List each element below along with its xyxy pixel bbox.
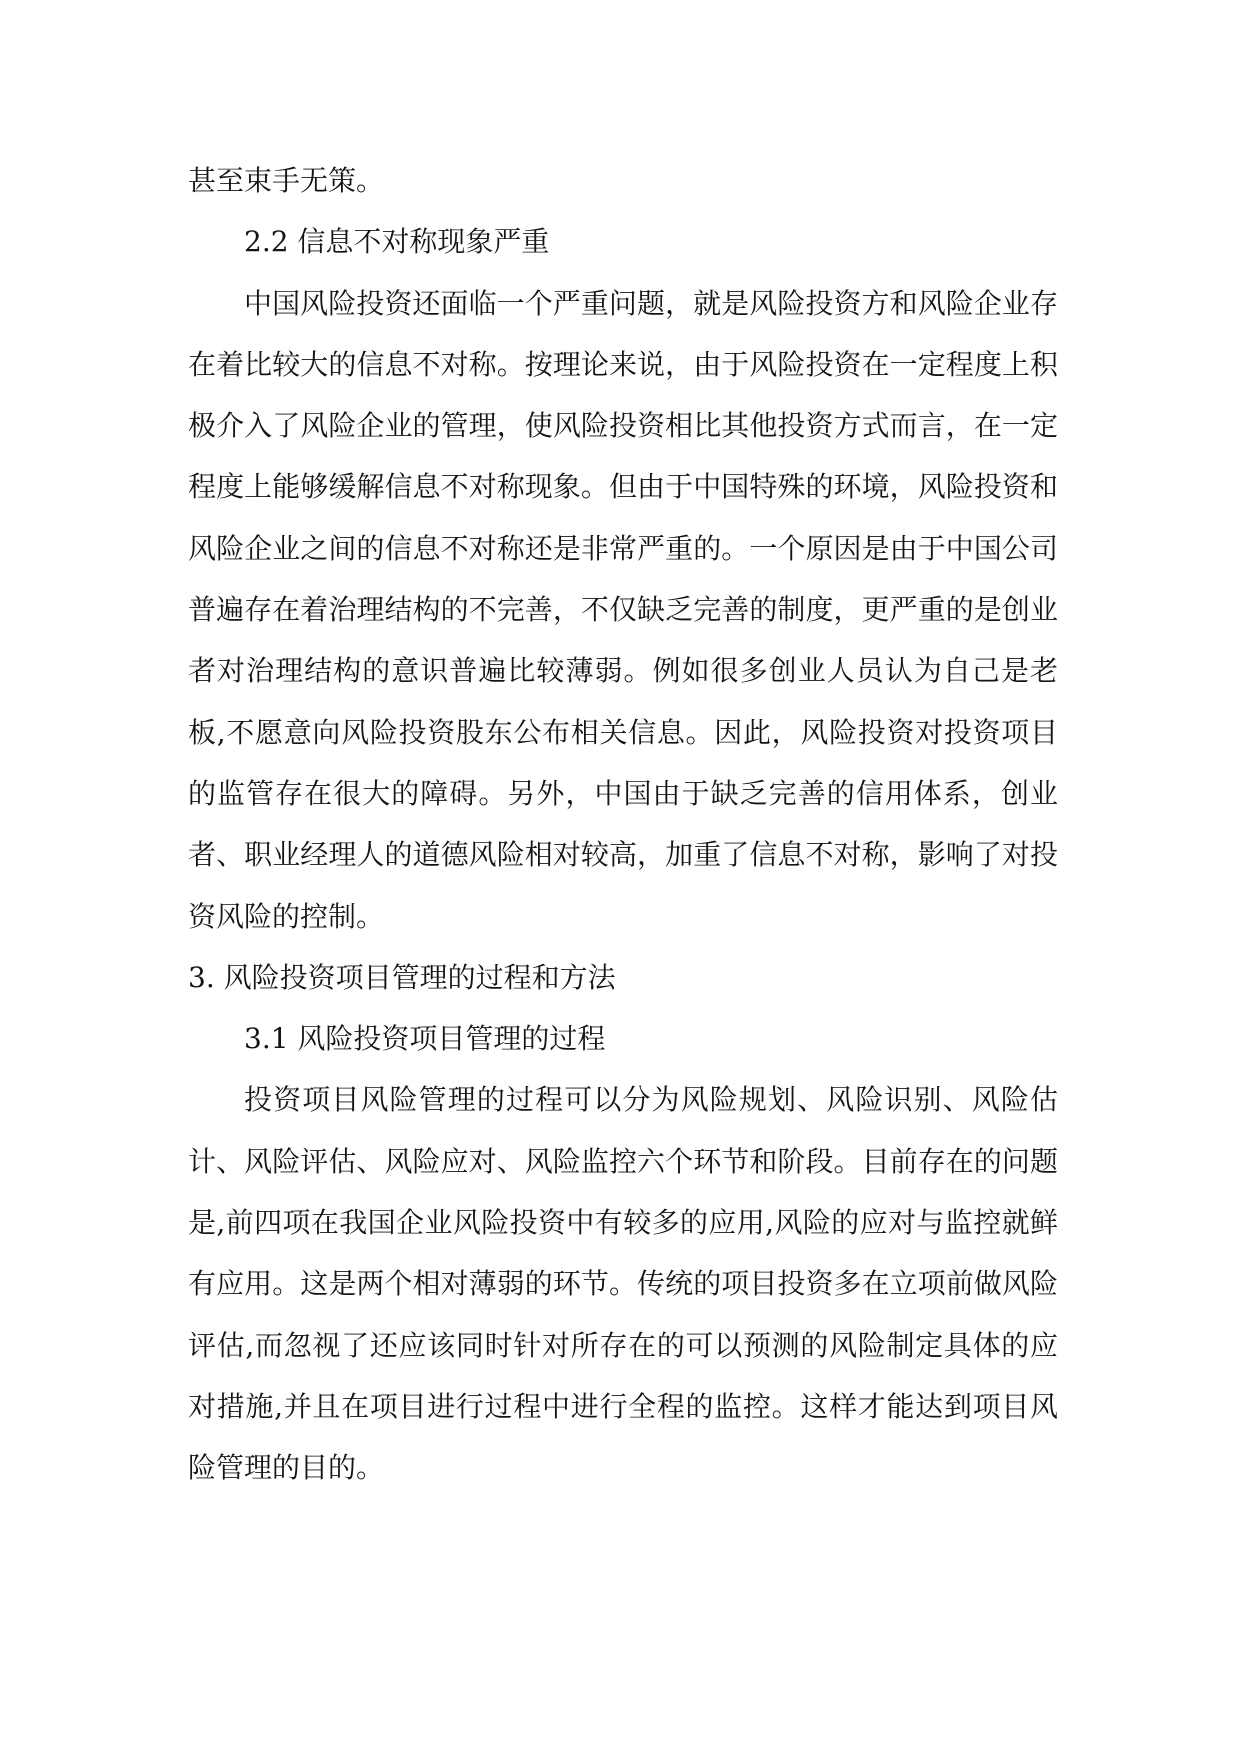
paragraph-continuation: 甚至束手无策。 bbox=[188, 164, 385, 197]
subsection-heading-2-2: 2.2 信息不对称现象严重 bbox=[244, 225, 550, 259]
paragraph-risk-management-process: 投资项目风险管理的过程可以分为风险规划、风险识别、风险估计、风险评估、风险应对、风险监控六个环节和阶段。目前存在的问题是,前四项在我国企业风险投资中有较多的应用,风险的应对与监控就鲜有应用。这是两个相对薄弱的环节。传统的项目投资多在立项前做风险评估,而忽视了还应该同时针对所存在的可以预测的风险制定具体的应对措施,并且在项目进行过程中进行全程的监控。这样才能达到项目风险管理的目的。 bbox=[188, 1083, 1058, 1485]
section-heading-3: 3. 风险投资项目管理的过程和方法 bbox=[188, 960, 616, 994]
subsection-heading-3-1: 3.1 风险投资项目管理的过程 bbox=[244, 1022, 606, 1056]
document-body bbox=[188, 150, 1058, 1499]
paragraph-information-asymmetry: 中国风险投资还面临一个严重问题，就是风险投资方和风险企业存在着比较大的信息不对称。按理论来说，由于风险投资在一定程度上积极介入了风险企业的管理，使风险投资相比其他投资方式而言，在一定程度上能够缓解信息不对称现象。但由于中国特殊的环境，风险投资和风险企业之间的信息不对称还是非常严重的。一个原因是由于中国公司普遍存在着治理结构的不完善，不仅缺乏完善的制度，更严重的是创业者对治理结构的意识普遍比较薄弱。例如很多创业人员认为自己是老板,不愿意向风险投资股东公布相关信息。因此，风险投资对投资项目的监管存在很大的障碍。另外，中国由于缺乏完善的信用体系，创业者、职业经理人的道德风险相对较高，加重了信息不对称，影响了对投资风险的控制。 bbox=[188, 286, 1058, 933]
